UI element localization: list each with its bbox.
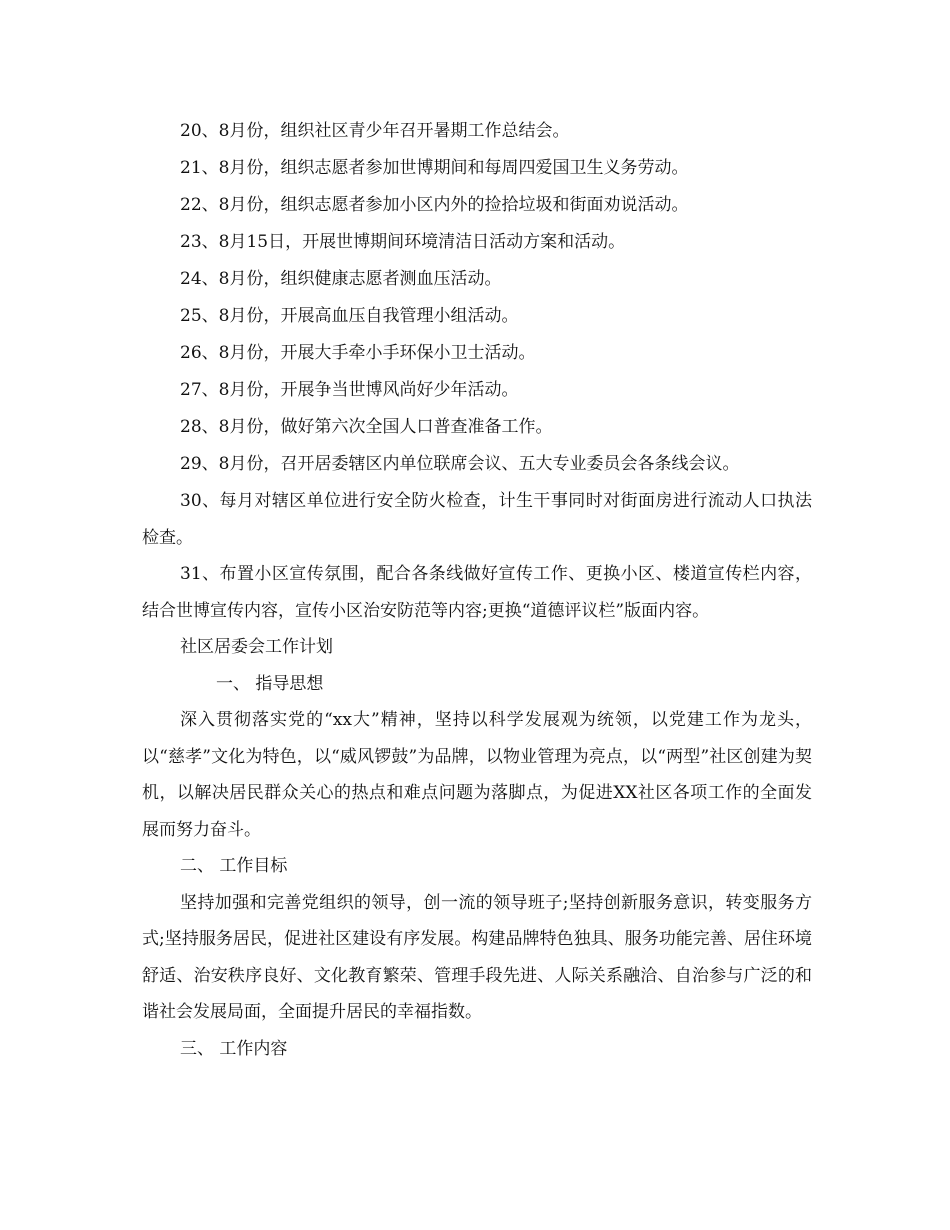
section-heading-work-content: 三、 工作内容 bbox=[180, 1038, 288, 1059]
list-item: 26、8月份，开展大手牵小手环保小卫士活动。 bbox=[180, 343, 536, 363]
list-item-30: 30、每月对辖区单位进行安全防火检查，计生干事同时对街面房进行流动人口执法检查。 bbox=[142, 491, 812, 548]
plan-title: 社区居委会工作计划 bbox=[180, 637, 333, 657]
list-item: 25、8月份，开展高血压自我管理小组活动。 bbox=[180, 306, 519, 326]
list-item: 29、8月份，召开居委辖区内单位联席会议、五大专业委员会各条线会议。 bbox=[180, 454, 740, 474]
list-item: 28、8月份，做好第六次全国人口普查准备工作。 bbox=[180, 417, 553, 437]
list-item: 22、8月份，组织志愿者参加小区内外的捡拾垃圾和街面劝说活动。 bbox=[180, 195, 689, 215]
section-heading-work-goals: 二、 工作目标 bbox=[180, 856, 288, 876]
section-body-work-goals: 坚持加强和完善党组织的领导，创一流的领导班子;坚持创新服务意识，转变服务方式;坚持服务居民，促进社区建设有序发展。构建品牌特色独具、服务功能完善、居住环境舒适、治安秩序良好、文化教育繁荣、管理手段先进、人际关系融洽、自治参与广泛的和谐社会发展局面，全面提升居民的幸福指数。 bbox=[142, 892, 812, 1022]
list-item: 20、8月份，组织社区青少年召开暑期工作总结会。 bbox=[180, 121, 570, 141]
list-item: 24、8月份，组织健康志愿者测血压活动。 bbox=[180, 269, 502, 289]
list-item: 23、8月15日，开展世博期间环境清洁日活动方案和活动。 bbox=[180, 232, 626, 252]
document-body bbox=[142, 113, 812, 1067]
list-item: 27、8月份，开展争当世博风尚好少年活动。 bbox=[180, 380, 519, 400]
list-item-31: 31、布置小区宣传氛围，配合各条线做好宣传工作、更换小区、楼道宣传栏内容，结合世博宣传内容，宣传小区治安防范等内容;更换“道德评议栏”版面内容。 bbox=[142, 564, 812, 621]
section-body-guiding-ideology: 深入贯彻落实党的“xx大”精神，坚持以科学发展观为统领，以党建工作为龙头，以“慈孝”文化为特色，以“威风锣鼓”为品牌，以物业管理为亮点，以“两型”社区创建为契机，以解决居民群众关心的热点和难点问题为落脚点，为促进XX社区各项工作的全面发展而努力奋斗。 bbox=[142, 710, 812, 840]
section-heading-guiding-ideology: 一、 指导思想 bbox=[216, 673, 324, 694]
list-item: 21、8月份，组织志愿者参加世博期间和每周四爱国卫生义务劳动。 bbox=[180, 158, 689, 178]
